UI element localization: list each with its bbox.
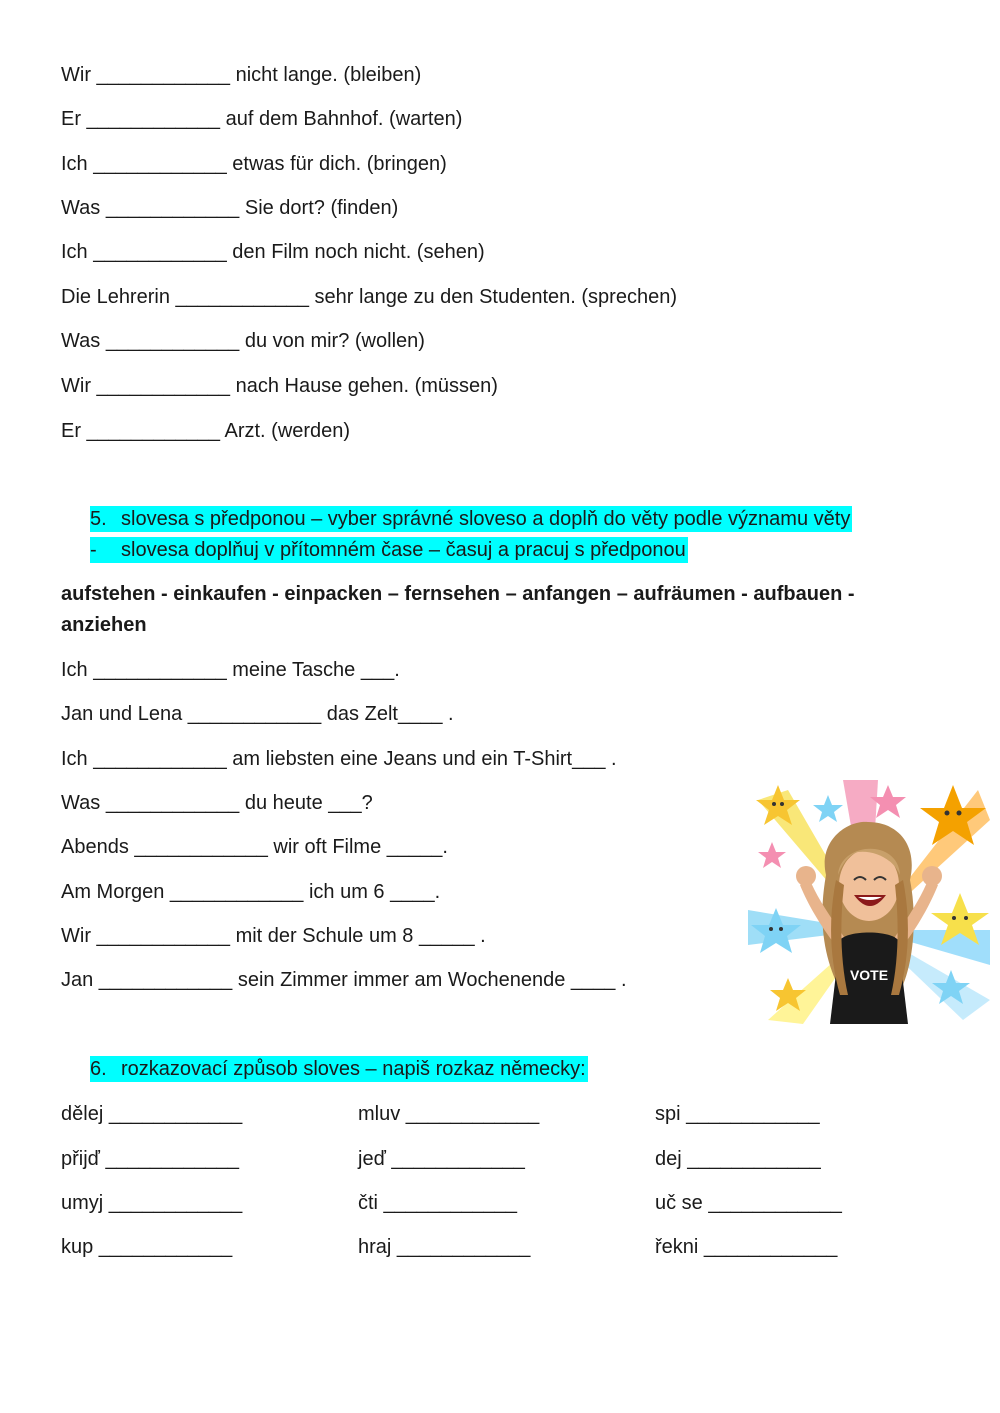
exercise6-heading — [90, 1056, 588, 1082]
imperative-item: přijď ____________ — [61, 1148, 239, 1170]
celebrating-avatar-illustration — [748, 780, 990, 1024]
imperative-item: čti ____________ — [358, 1192, 518, 1214]
exercise5-sentence: Am Morgen ____________ ich um 6 ____. — [61, 881, 441, 903]
exercise5-heading-text: slovesa s předponou – vyber správné sloveso a doplň do věty podle významu věty — [121, 508, 851, 530]
exercise6-number: 6. — [90, 1058, 107, 1080]
exercise5-sentence: Jan ____________ sein Zimmer immer am Wochenende ____ . — [61, 969, 627, 991]
exercise5-sentence: Was ____________ du heute ___? — [61, 792, 373, 814]
imperative-item: jeď ____________ — [358, 1148, 525, 1170]
word-bank-line: anziehen — [61, 614, 147, 636]
star-icon — [813, 795, 843, 822]
exercise4-sentence: Ich ____________ etwas für dich. (bringen) — [61, 153, 447, 175]
imperative-item: umyj ____________ — [61, 1192, 243, 1214]
word-bank-line: aufstehen - einkaufen - einpacken – fernsehen – anfangen – aufräumen - aufbauen - — [61, 583, 855, 605]
exercise5-sentence: Ich ____________ meine Tasche ___. — [61, 659, 400, 681]
exercise4-sentence: Was ____________ Sie dort? (finden) — [61, 197, 399, 219]
exercise5-sentence: Wir ____________ mit der Schule um 8 _____ . — [61, 925, 486, 947]
exercise5-heading — [90, 506, 852, 532]
imperative-item: spi ____________ — [655, 1103, 820, 1125]
imperative-item: dej ____________ — [655, 1148, 821, 1170]
imperative-item: kup ____________ — [61, 1236, 233, 1258]
imperative-item: uč se ____________ — [655, 1192, 842, 1214]
exercise4-sentence: Er ____________ auf dem Bahnhof. (warten) — [61, 108, 463, 130]
exercise5-sentence: Ich ____________ am liebsten eine Jeans und ein T-Shirt___ . — [61, 748, 617, 770]
exercise4-sentence: Wir ____________ nach Hause gehen. (müssen) — [61, 375, 498, 397]
imperative-item: řekni ____________ — [655, 1236, 838, 1258]
left-fist — [796, 866, 816, 886]
exercise4-sentence: Die Lehrerin ____________ sehr lange zu den Studenten. (sprechen) — [61, 286, 677, 308]
exercise4-sentence: Wir ____________ nicht lange. (bleiben) — [61, 64, 422, 86]
exercise4-sentence: Was ____________ du von mir? (wollen) — [61, 330, 425, 352]
exercise5-number: 5. — [90, 508, 107, 530]
exercise5-sentence: Jan und Lena ____________ das Zelt____ . — [61, 703, 454, 725]
exercise4-sentence: Er ____________ Arzt. (werden) — [61, 420, 351, 442]
star-icon — [758, 842, 786, 868]
avatar-svg — [748, 780, 990, 1024]
exercise6-heading-text: rozkazovací způsob sloves – napiš rozkaz německy: — [121, 1058, 586, 1080]
exercise5-sentence: Abends ____________ wir oft Filme _____. — [61, 836, 448, 858]
exercise4-sentence: Ich ____________ den Film noch nicht. (sehen) — [61, 241, 485, 263]
exercise5-sub-marker: - — [90, 539, 97, 561]
shirt-text: VOTE — [849, 967, 889, 983]
exercise5-subheading-text: slovesa doplňuj v přítomném čase – časuj a pracuj s předponou — [121, 539, 686, 561]
imperative-item: mluv ____________ — [358, 1103, 540, 1125]
imperative-item: dělej ____________ — [61, 1103, 243, 1125]
right-fist — [922, 866, 942, 886]
imperative-item: hraj ____________ — [358, 1236, 531, 1258]
exercise5-subheading — [90, 537, 688, 563]
